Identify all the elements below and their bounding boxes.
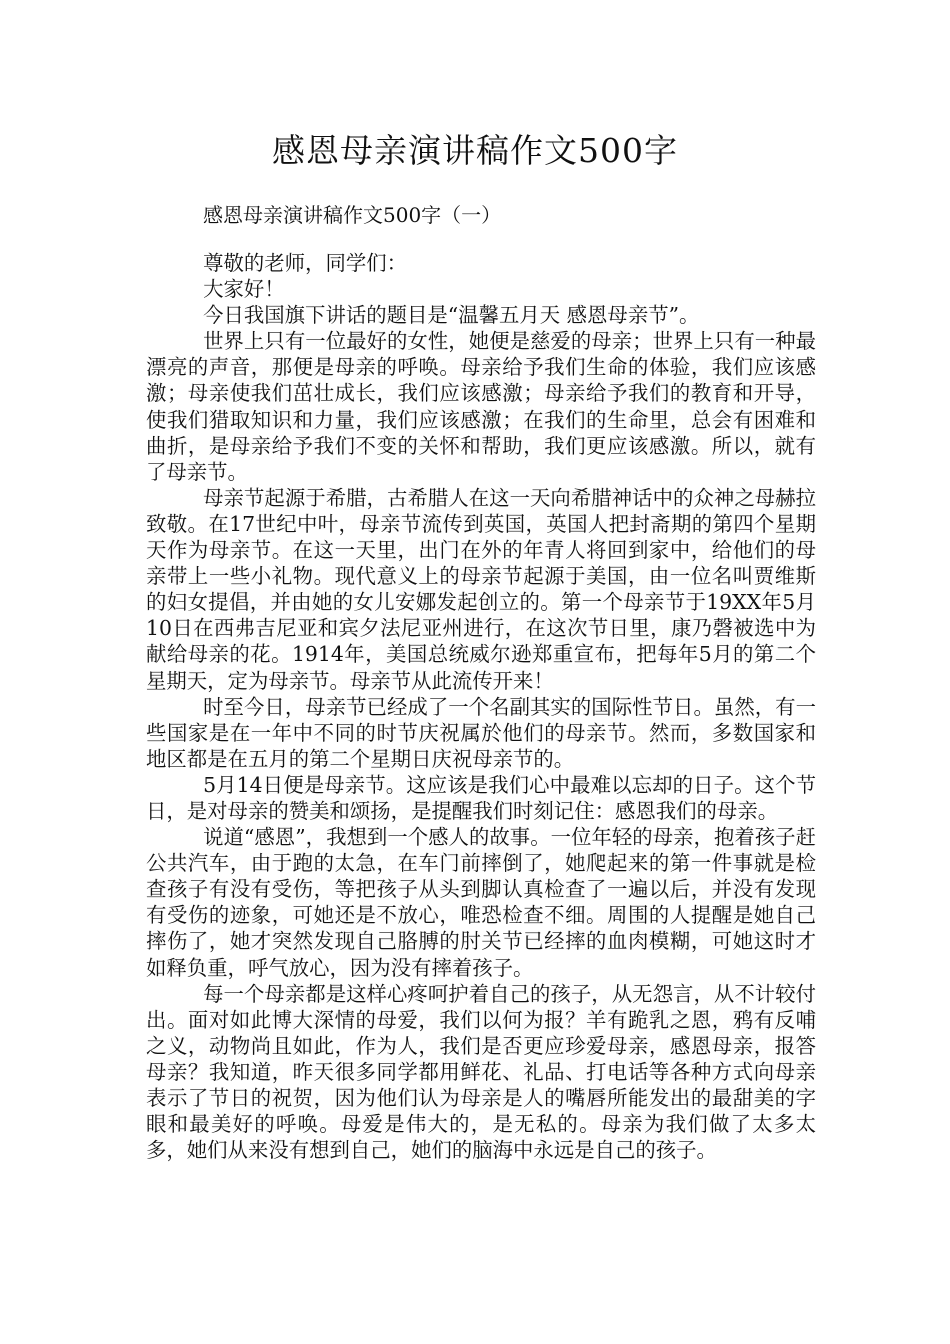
paragraph: 尊敬的老师，同学们： (203, 251, 408, 275)
paragraph: 时至今日，母亲节已经成了一个名副其实的国际性节日。虽然，有一些国家是在一年中不同的时节庆祝属於他们的母亲节。然而，多数国家和地区都是在五月的第二个星期日庆祝母亲节的。 (146, 694, 816, 771)
paragraph: 今日我国旗下讲话的题目是“温馨五月天 感恩母亲节”。 (203, 303, 700, 328)
paragraph: 大家好！ (203, 277, 285, 302)
paragraph: 说道“感恩”，我想到一个感人的故事。一位年轻的母亲，抱着孩子赶公共汽车，由于跑的太急，在车门前摔倒了，她爬起来的第一件事就是检查孩子有没有受伤，等把孩子从头到脚认真检查了一遍以后，并没有发现有受伤的迹象，可她还是不放心，唯恐检查不细。周围的人提醒是她自己摔伤了，她才突然发现自己胳膊的肘关节已经摔的血肉模糊，可她这时才如释负重，呼气放心，因为没有摔着孩子。 (146, 825, 816, 980)
document-title: 感恩母亲演讲稿作文500字 (272, 131, 678, 170)
paragraph: 世界上只有一位最好的女性，她便是慈爱的母亲；世界上只有一种最漂亮的声音，那便是母亲的呼唤。母亲给予我们生命的体验，我们应该感激；母亲使我们茁壮成长，我们应该感激；母亲给予我们的教育和开导，使我们猎取知识和力量，我们应该感激；在我们的生命里，总会有困难和曲折，是母亲给予我们不变的关怀和帮助，我们更应该感激。所以，就有了母亲节。 (146, 329, 816, 484)
document-body (146, 250, 816, 1163)
paragraph: 母亲节起源于希腊，古希腊人在这一天向希腊神话中的众神之母赫拉致敬。在17世纪中叶，母亲节流传到英国，英国人把封斋期的第四个星期天作为母亲节。在这一天里，出门在外的年青人将回到家中，给他们的母亲带上一些小礼物。现代意义上的母亲节起源于美国，由一位名叫贾维斯的妇女提倡，并由她的女儿安娜发起创立的。第一个母亲节于19XX年5月10日在西弗吉尼亚和宾夕法尼亚州进行，在这次节日里，康乃磬被选中为献给母亲的花。1914年，美国总统威尔逊郑重宣布，把每年5月的第二个星期天，定为母亲节。母亲节从此流传开来！ (146, 485, 816, 693)
document-subtitle: 感恩母亲演讲稿作文500字（一） (203, 203, 502, 227)
paragraph: 5月14日便是母亲节。这应该是我们心中最难以忘却的日子。这个节日，是对母亲的赞美和颂扬，是提醒我们时刻记住：感恩我们的母亲。 (146, 772, 816, 823)
paragraph: 每一个母亲都是这样心疼呵护着自己的孩子，从无怨言，从不计较付出。面对如此博大深情的母爱，我们以何为报？羊有跪乳之恩，鸦有反哺之义，动物尚且如此，作为人，我们是否更应珍爱母亲，感恩母亲，报答母亲？我知道，昨天很多同学都用鲜花、礼品、打电话等各种方式向母亲表示了节日的祝贺，因为他们认为母亲是人的嘴唇所能发出的最甜美的字眼和最美好的呼唤。母爱是伟大的，是无私的。母亲为我们做了太多太多，她们从来没有想到自己，她们的脑海中永远是自己的孩子。 (146, 981, 816, 1163)
